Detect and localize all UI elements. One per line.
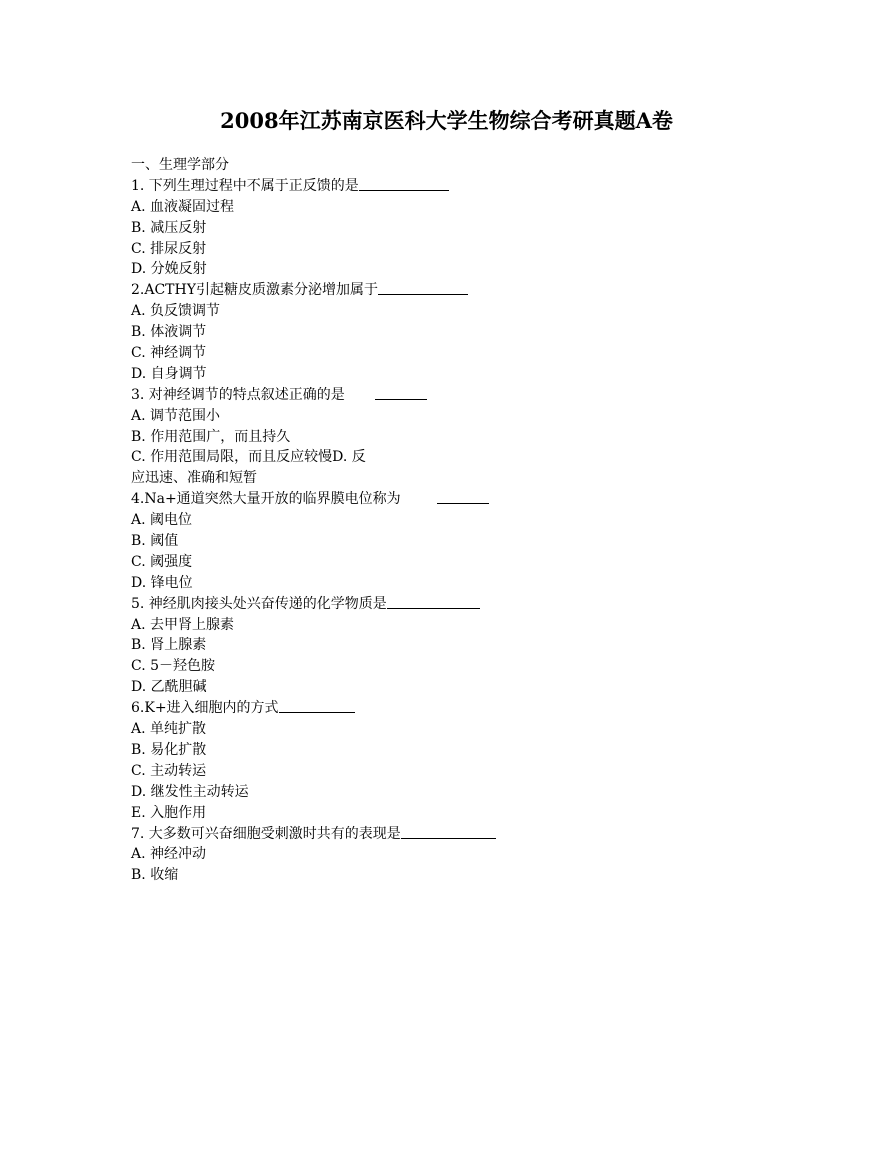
answer-blank (359, 176, 449, 191)
option: C. 神经调节 (131, 345, 207, 362)
question-text: 2.ACTHY引起糖皮质激素分泌增加属于 (131, 282, 378, 299)
option: C. 主动转运 (131, 762, 207, 779)
option: D. 乙酰胆碱 (131, 679, 207, 696)
option: C. 阈强度 (131, 553, 193, 570)
option: B. 易化扩散 (131, 741, 207, 758)
answer-blank (378, 280, 468, 295)
question-4 (131, 489, 731, 510)
option: 应迅速、准确和短暂 (131, 470, 257, 487)
option: B. 作用范围广，而且持久 (131, 428, 291, 445)
option: C. 排尿反射 (131, 240, 207, 257)
option: D. 分娩反射 (131, 261, 207, 278)
page-title: 2008年江苏南京医科大学生物综合考研真题A卷 (220, 108, 673, 133)
option: A. 调节范围小 (131, 407, 221, 424)
option: B. 收缩 (131, 867, 179, 884)
option: D. 自身调节 (131, 365, 207, 382)
option: A. 阈电位 (131, 512, 193, 529)
option: C. 作用范围局限，而且反应较慢D. 反 (131, 449, 366, 466)
question-list (131, 155, 731, 886)
section-heading: 一、生理学部分 (131, 157, 229, 173)
option: A. 血液凝固过程 (131, 198, 235, 215)
answer-blank (279, 698, 355, 713)
option: D. 锋电位 (131, 574, 193, 591)
answer-blank (387, 594, 480, 609)
option: A. 去甲肾上腺素 (131, 616, 235, 633)
question-text: 4.Na+通道突然大量开放的临界膜电位称为 (131, 491, 401, 508)
question-2 (131, 280, 731, 301)
question-text: 5. 神经肌肉接头处兴奋传递的化学物质是 (131, 595, 387, 612)
question-text: 7. 大多数可兴奋细胞受刺激时共有的表现是 (131, 825, 401, 842)
option: C. 5－羟色胺 (131, 658, 216, 675)
answer-blank (401, 824, 496, 839)
question-3 (131, 385, 731, 406)
question-text: 3. 对神经调节的特点叙述正确的是 (131, 386, 345, 403)
question-1 (131, 176, 731, 197)
question-5 (131, 594, 731, 615)
option: A. 神经冲动 (131, 846, 207, 863)
answer-blank (375, 385, 427, 400)
option: B. 阈值 (131, 533, 179, 550)
option: E. 入胞作用 (131, 804, 207, 821)
question-6 (131, 698, 731, 719)
option: B. 肾上腺素 (131, 637, 207, 654)
question-7 (131, 824, 731, 845)
question-text: 6.K+进入细胞内的方式 (131, 700, 279, 717)
answer-blank (437, 489, 489, 504)
option: A. 单纯扩散 (131, 721, 207, 738)
option: B. 减压反射 (131, 219, 207, 236)
question-text: 1. 下列生理过程中不属于正反馈的是 (131, 177, 359, 194)
option: B. 体液调节 (131, 324, 207, 341)
option: D. 继发性主动转运 (131, 783, 249, 800)
option: A. 负反馈调节 (131, 303, 221, 320)
